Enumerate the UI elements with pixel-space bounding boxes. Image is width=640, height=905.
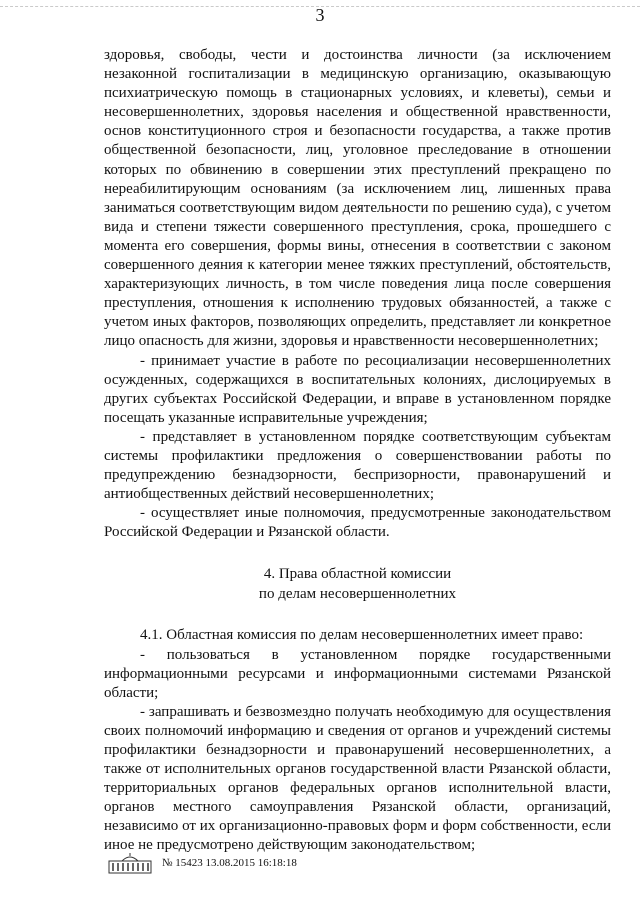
- paragraph-resocialization: - принимает участие в работе по ресоциализации несовершеннолетних осужденных, содержащихся в воспитательных колониях, дислоцируемых в других субъектах Российской Федерации, и вправе в установленном порядке посещать указанные исправительные учреждения;: [104, 352, 611, 426]
- building-seal-icon: [108, 852, 152, 874]
- section-heading-line1: 4. Права областной комиссии: [263, 566, 452, 583]
- paragraph-4-1-intro: 4.1. Областная комиссия по делам несовершеннолетних имеет право:: [140, 627, 584, 644]
- section-heading-line2: по делам несовершеннолетних: [258, 585, 457, 602]
- paragraph-other-powers: - осуществляет иные полномочия, предусмотренные законодательством Российской Федерации и Рязанской области.: [104, 505, 611, 541]
- paragraph-continuation: здоровья, свободы, чести и достоинства личности (за исключением незаконной госпитализации в медицинскую организацию, оказывающую психиатрическую помощь в стационарных условиях, и клеветы), семьи и несовершеннолетних, здоровья населения и общественной нравственности, основ конституционного строя и безопасности государства, а также против общественной безопасности, лиц, уголовное преследование в отношении которых по обвинению в совершении этих преступлений прекращено по нереабилитирующим основаниям (за исключением лиц, лишенных права заниматься соответствующим видом деятельности по решению суда), с учетом вида и степени тяжести совершенного преступления, срока, прошедшего с момента его совершения, формы вины, отнесения в соответствии с законом совершенного деяния к категории менее тяжких преступлений, обстоятельств, характеризующих личность, в том числе поведения лица после совершения преступления, отношения к исполнению трудовых обязанностей, а также с учетом иных факторов, позволяющих определить, представляет ли конкретное лицо опасность для жизни, здоровья и нравственности несовершеннолетних;: [104, 47, 611, 350]
- registration-number: № 15423 13.08.2015 16:18:18: [162, 857, 297, 869]
- registration-footer: [108, 851, 368, 875]
- paragraph-request-info: - запрашивать и безвозмездно получать необходимую для осуществления своих полномочий информацию и сведения от органов и учреждений системы профилактики безнадзорности и правонарушений несовершеннолетних, а также от исполнительных органов государственной власти Рязанской области, территориальных органов федеральных органов исполнительной власти, органов местного самоуправления Рязанской области, организаций, независимо от их организационно-правовых форм и форм собственности, если иное не предусмотрено действующим законодательством;: [104, 703, 611, 854]
- section-heading: [104, 565, 611, 604]
- document-body: [104, 46, 611, 856]
- paragraph-proposals: - представляет в установленном порядке соответствующим субъектам системы профилактики предложения о совершенствовании работы по предупреждению безнадзорности, беспризорности, правонарушений и антиобщественных действий несовершеннолетних;: [104, 428, 611, 503]
- paragraph-use-resources: - пользоваться в установленном порядке государственными информационными ресурсами и информационными системами Рязанской области;: [104, 646, 611, 701]
- page-number: 3: [315, 5, 325, 25]
